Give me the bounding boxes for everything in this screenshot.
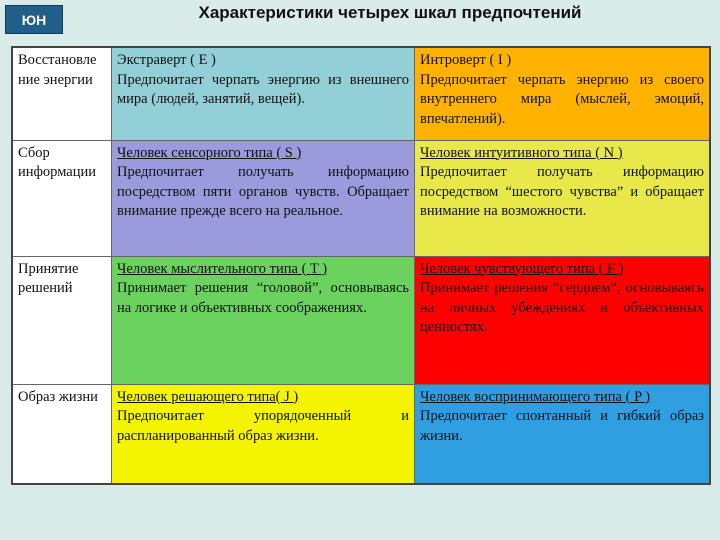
cell-text: Принимает решения “сердцем”, основываясь на личных убеждениях и объективных ценностях. <box>420 280 704 335</box>
cell-thinking <box>112 256 415 384</box>
row-label-information: Сбор информации <box>12 140 112 256</box>
cell-heading: Человек воспринимающего типа ( P ) <box>420 388 651 405</box>
cell-text: Предпочитает упорядоченный и распланированный образ жизни. <box>117 408 409 444</box>
cell-introvert <box>415 47 711 140</box>
cell-text: Предпочитает спонтанный и гибкий образ жизни. <box>420 408 704 444</box>
preferences-table <box>11 46 711 485</box>
cell-heading: Человек чувствующего типа ( F ) <box>420 260 624 277</box>
logo-badge: ЮН <box>5 5 63 34</box>
cell-text: Предпочитает получать информацию посредством “шестого чувства” и обращает внимание на возможности. <box>420 164 704 219</box>
cell-heading: Человек интуитивного типа ( N ) <box>420 144 623 161</box>
cell-text: Предпочитает получать информацию посредством пяти органов чувств. Обращает внимание прежде всего на реальное. <box>117 164 409 219</box>
cell-feeling <box>415 256 711 384</box>
table-row <box>12 384 710 484</box>
table-row <box>12 47 710 140</box>
cell-extravert <box>112 47 415 140</box>
cell-text: Принимает решения “головой”, основываясь на логике и объективных соображениях. <box>117 280 409 316</box>
cell-heading: Человек мыслительного типа ( T ) <box>117 260 328 277</box>
cell-text: Предпочитает черпать энергию из своего внутреннего мира (мыслей, эмоций, впечатлений). <box>420 71 704 127</box>
row-label-energy: Восстановле ние энергии <box>12 47 112 140</box>
row-label-decisions: Принятие решений <box>12 256 112 384</box>
cell-heading: Экстраверт ( E ) <box>117 52 216 68</box>
row-label-lifestyle: Образ жизни <box>12 384 112 484</box>
cell-sensing <box>112 140 415 256</box>
cell-intuitive <box>415 140 711 256</box>
page-title: Характеристики четырех шкал предпочтений <box>198 3 582 22</box>
cell-heading: Человек сенсорного типа ( S ) <box>117 144 302 161</box>
cell-perceiving <box>415 384 711 484</box>
cell-heading: Интроверт ( I ) <box>420 52 512 68</box>
cell-judging <box>112 384 415 484</box>
table-row <box>12 256 710 384</box>
table-row <box>12 140 710 256</box>
cell-text: Предпочитает черпать энергию из внешнего мира (людей, занятий, вещей). <box>117 71 409 107</box>
cell-heading: Человек решающего типа( J ) <box>117 388 299 405</box>
